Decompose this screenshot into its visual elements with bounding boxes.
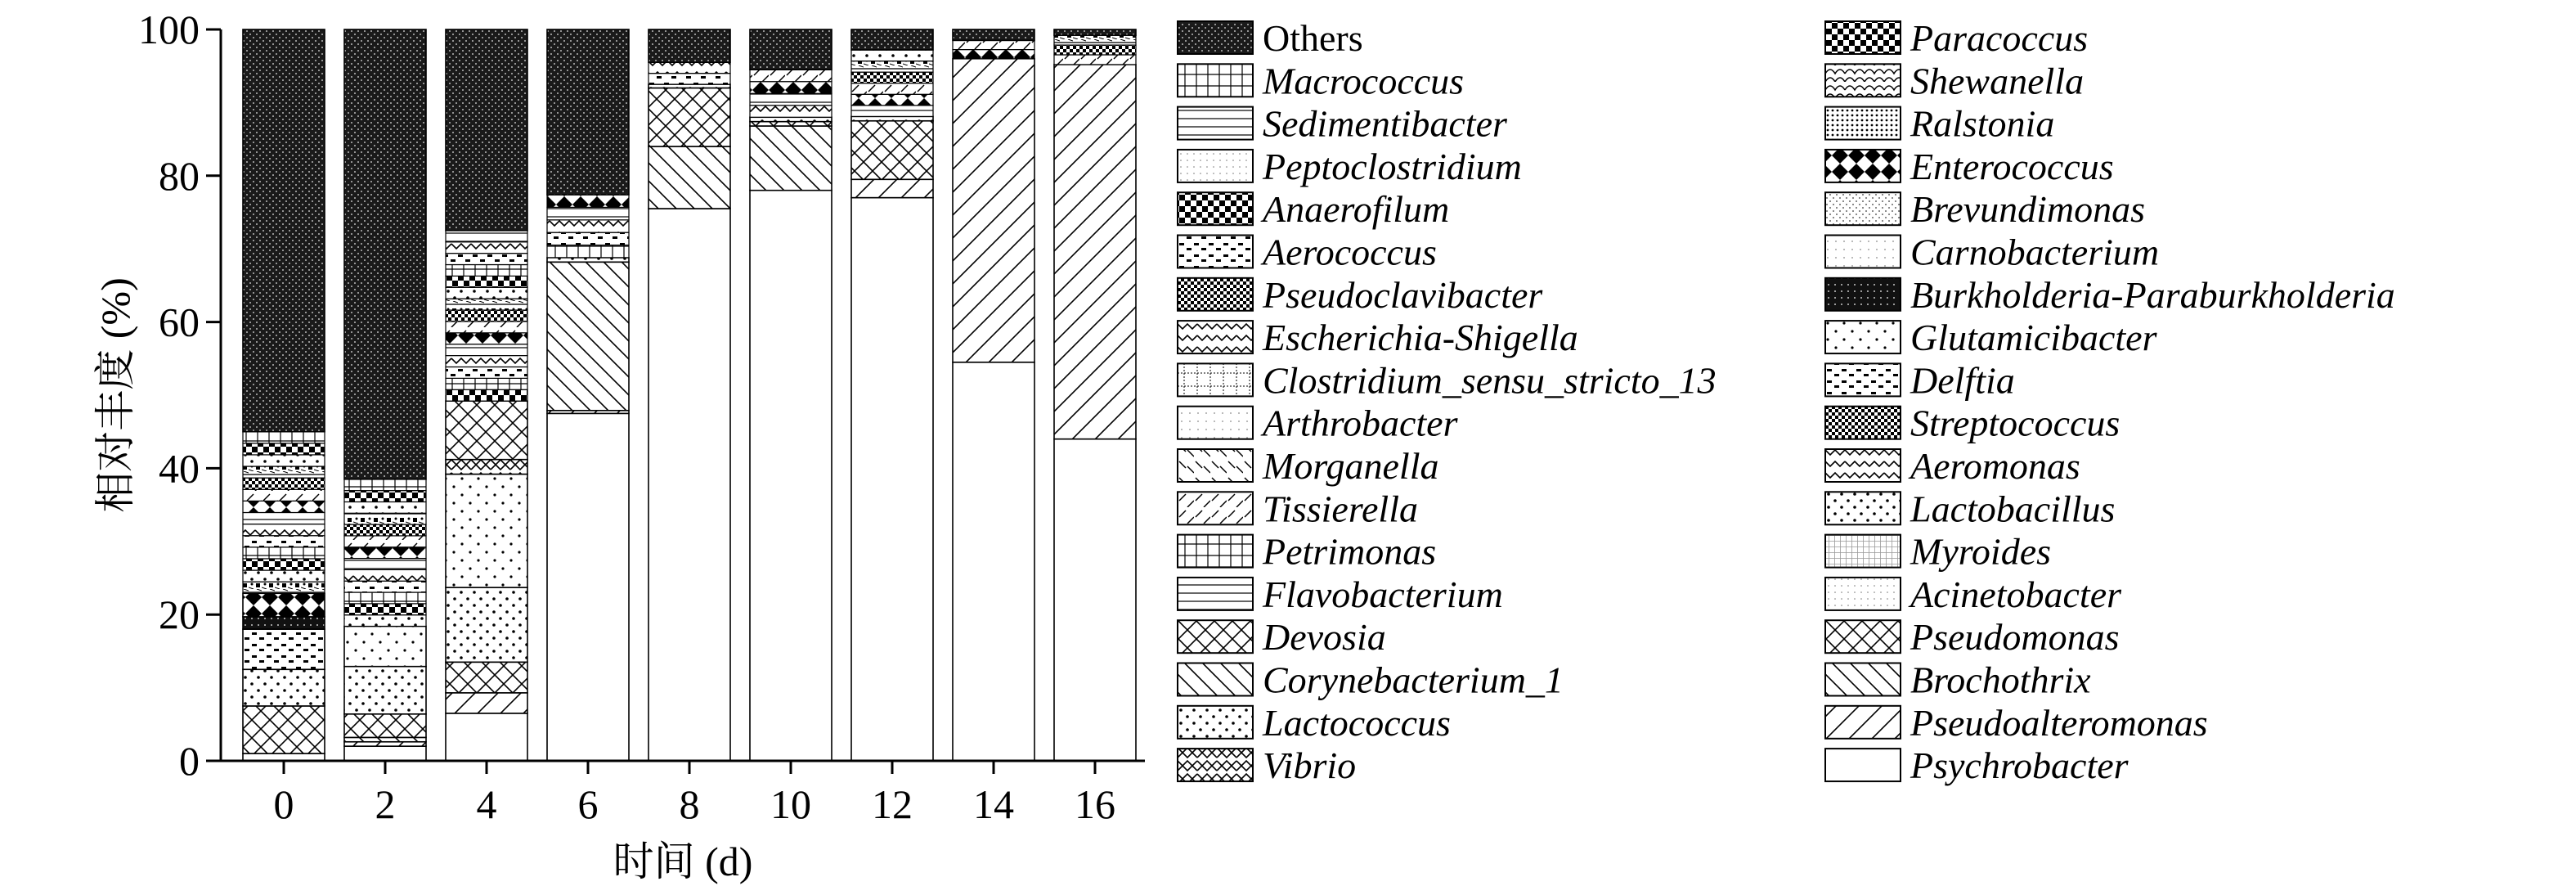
legend-swatch (1825, 363, 1901, 396)
bar-segment-others-day-2 (344, 29, 426, 479)
legend-item-brochothrix (1825, 659, 2091, 701)
bar-segment-pseudoalteromonas-day-14 (953, 59, 1034, 362)
bar-segment-glutamicibacter-day-4 (446, 474, 527, 588)
bar-segment-minor-taxa-day-16 (1054, 35, 1136, 65)
legend-swatch (1825, 492, 1901, 524)
legend-label: Aeromonas (1910, 445, 2080, 487)
y-tick-label: 100 (138, 7, 200, 52)
bar-segment-others-day-16 (1054, 29, 1136, 35)
bar-segment-minor-taxa-day-10 (750, 70, 832, 117)
legend-item-carnobacterium (1825, 232, 2159, 273)
legend-item-enterococcus (1825, 146, 2114, 187)
legend-label: Paracoccus (1910, 17, 2089, 59)
legend-item-brevundimonas (1825, 188, 2145, 230)
legend-item-pseudomonas (1825, 616, 2120, 658)
legend-item-others (1178, 17, 1363, 59)
legend-swatch (1825, 407, 1901, 439)
bar-segment-pseudomonas-day-10 (750, 122, 832, 126)
legend-swatch (1825, 663, 1901, 696)
legend-item-myroides (1825, 531, 2051, 573)
bar-segment-pseudoalteromonas-day-4 (446, 693, 527, 713)
bar-segment-others-day-8 (648, 29, 730, 62)
bar-segment-brochothrix-day-8 (648, 146, 730, 209)
bar-segment-minor-taxa-day-4 (446, 231, 527, 401)
bar-segment-minor-taxa-day-8 (648, 62, 730, 84)
legend-label: Flavobacterium (1263, 573, 1503, 615)
legend-swatch (1825, 578, 1901, 610)
bar-segment-brochothrix-day-2 (344, 737, 426, 741)
legend-item-petrimonas (1178, 531, 1436, 573)
bar-segment-pseudomonas-day-2 (344, 714, 426, 738)
legend-label: Morganella (1263, 445, 1439, 487)
legend-label: Anaerofilum (1263, 188, 1450, 231)
y-tick-label: 20 (159, 591, 200, 638)
legend-label: Others (1263, 17, 1363, 59)
legend-swatch (1825, 21, 1901, 54)
bar-segment-psychrobacter-day-10 (750, 191, 832, 761)
legend-item-aeromonas (1825, 445, 2080, 487)
legend-label: Ralstonia (1910, 102, 2055, 145)
legend-label: Peptoclostridium (1263, 145, 1522, 187)
legend-swatch (1825, 236, 1901, 268)
legend-swatch (1825, 64, 1901, 97)
legend-label: Pseudomonas (1910, 616, 2120, 659)
bars-layer (243, 29, 1136, 761)
bar-segment-vibrio-day-4 (446, 460, 527, 474)
bar-segment-psychrobacter-day-4 (446, 713, 527, 761)
bar-segment-psychrobacter-day-16 (1054, 439, 1136, 761)
bar-day-4 (446, 29, 527, 761)
legend-item-ralstonia (1825, 103, 2054, 145)
bar-segment-enterococcus-day-0 (243, 593, 325, 617)
bar-segment-lactobacillus-day-12 (851, 116, 933, 120)
legend-item-pseudoclavibacter (1178, 274, 1543, 316)
legend-swatch (1825, 449, 1901, 482)
legend-item-arthrobacter (1178, 403, 1459, 444)
legend-swatch (1178, 407, 1253, 439)
bar-segment-psychrobacter-day-6 (547, 413, 629, 761)
bar-segment-minor-taxa-day-2 (344, 479, 426, 627)
bar-segment-lactobacillus-day-6 (547, 258, 629, 262)
legend-item-flavobacterium (1178, 573, 1503, 615)
bar-day-8 (648, 29, 730, 761)
legend-item-acinetobacter (1825, 573, 2122, 615)
x-tick-label: 12 (872, 781, 913, 827)
bar-segment-pseudomonas-day-4 (446, 662, 527, 693)
legend-label: Arthrobacter (1263, 402, 1458, 444)
bar-segment-lactobacillus-day-0 (243, 669, 325, 706)
legend-swatch (1178, 363, 1253, 396)
legend-swatch (1825, 150, 1901, 182)
bar-segment-pseudoalteromonas-day-2 (344, 742, 426, 746)
x-tick-label: 6 (577, 781, 599, 827)
legend-swatch (1178, 278, 1253, 311)
legend-swatch (1178, 620, 1253, 653)
legend-swatch (1178, 107, 1253, 140)
legend-label: Shewanella (1910, 60, 2085, 102)
bar-segment-pseudomonas-day-0 (243, 706, 325, 753)
legend-swatch (1178, 192, 1253, 225)
bar-segment-lactobacillus-day-8 (648, 84, 730, 88)
legend-swatch (1178, 21, 1253, 54)
legend-label: Macrococcus (1263, 60, 1465, 102)
x-tick-label: 4 (476, 781, 497, 827)
legend-item-streptococcus (1825, 403, 2120, 444)
bar-day-2 (344, 29, 426, 761)
bar-segment-psychrobacter-day-12 (851, 198, 933, 761)
legend-item-corynebacterium-1 (1178, 659, 1564, 701)
legend-label: Lactobacillus (1910, 488, 2116, 530)
bar-segment-minor-taxa-day-6 (547, 195, 629, 258)
legend-item-peptoclostridium (1178, 146, 1522, 187)
legend-swatch (1825, 749, 1901, 781)
bar-segment-brochothrix-day-10 (750, 126, 832, 191)
bar-day-0 (243, 29, 325, 761)
legend (1178, 17, 2395, 786)
legend-swatch (1825, 107, 1901, 140)
bar-segment-lactobacillus-day-2 (344, 667, 426, 714)
legend-label: Myroides (1910, 530, 2052, 573)
x-tick-label: 16 (1075, 781, 1115, 827)
bar-segment-lactobacillus-day-4 (446, 587, 527, 662)
legend-label: Psychrobacter (1910, 744, 2129, 787)
bar-day-14 (953, 29, 1034, 761)
legend-label: Brochothrix (1910, 659, 2091, 701)
bar-segment-others-day-0 (243, 29, 325, 432)
x-tick-label: 2 (375, 781, 396, 827)
x-tick-label: 10 (770, 781, 811, 827)
legend-swatch (1825, 620, 1901, 653)
legend-swatch (1825, 706, 1901, 739)
bar-segment-others-day-12 (851, 29, 933, 50)
legend-label: Escherichia-Shigella (1263, 317, 1578, 359)
bar-segment-burkholderia-paraburkholderia-day-0 (243, 617, 325, 629)
legend-item-burkholderia-paraburkholderia (1825, 274, 2395, 316)
legend-item-macrococcus (1178, 60, 1464, 101)
legend-label: Tissierella (1263, 488, 1418, 530)
legend-label: Pseudoclavibacter (1263, 273, 1543, 316)
legend-label: Burkholderia-Paraburkholderia (1910, 273, 2395, 316)
legend-label: Petrimonas (1263, 530, 1437, 573)
y-tick-label: 60 (159, 299, 200, 345)
bar-segment-others-day-10 (750, 29, 832, 70)
legend-item-aerococcus (1178, 232, 1437, 273)
legend-item-sedimentibacter (1178, 103, 1508, 145)
bar-segment-minor-taxa-day-14 (953, 40, 1034, 58)
legend-label: Devosia (1263, 616, 1386, 659)
bar-segment-lactobacillus-day-10 (750, 117, 832, 121)
legend-item-glutamicibacter (1825, 317, 2158, 358)
y-tick-label: 80 (159, 152, 200, 199)
legend-swatch (1178, 706, 1253, 739)
legend-swatch (1178, 64, 1253, 97)
legend-swatch (1178, 449, 1253, 482)
legend-label: Streptococcus (1910, 402, 2120, 444)
legend-label: Clostridium_sensu_stricto_13 (1263, 359, 1717, 402)
bar-segment-pseudomonas-day-8 (648, 88, 730, 147)
y-axis-title: 相对丰度 (%) (92, 277, 138, 513)
y-tick-label: 40 (159, 445, 200, 492)
x-tick-label: 14 (973, 781, 1014, 827)
y-tick-label: 0 (179, 738, 200, 784)
legend-swatch (1825, 321, 1901, 353)
bar-segment-delftia-day-0 (243, 629, 325, 669)
legend-label: Acinetobacter (1910, 573, 2122, 615)
bar-segment-psychrobacter-day-14 (953, 362, 1034, 761)
bar-segment-others-day-4 (446, 29, 527, 231)
legend-swatch (1178, 663, 1253, 696)
x-tick-label: 0 (273, 781, 294, 827)
legend-swatch (1178, 578, 1253, 610)
legend-item-devosia (1178, 616, 1386, 658)
bar-segment-pseudoalteromonas-day-16 (1054, 65, 1136, 439)
bar-segment-others-day-6 (547, 29, 629, 195)
bar-segment-devosia-day-4 (446, 401, 527, 460)
legend-swatch (1825, 278, 1901, 311)
legend-item-anaerofilum (1178, 188, 1449, 230)
bar-day-6 (547, 29, 629, 761)
legend-swatch (1178, 236, 1253, 268)
legend-swatch (1178, 321, 1253, 353)
legend-swatch (1825, 192, 1901, 225)
legend-label: Lactococcus (1263, 701, 1451, 744)
legend-item-paracoccus (1825, 17, 2088, 59)
legend-item-lactobacillus (1825, 488, 2115, 529)
legend-item-lactococcus (1178, 702, 1451, 744)
legend-item-psychrobacter (1825, 744, 2129, 786)
legend-swatch (1178, 749, 1253, 781)
legend-label: Glutamicibacter (1910, 317, 2157, 359)
bar-segment-psychrobacter-day-2 (344, 746, 426, 761)
legend-item-morganella (1178, 445, 1439, 487)
legend-item-escherichia-shigella (1178, 317, 1578, 358)
bar-segment-minor-taxa-day-12 (851, 50, 933, 116)
legend-label: Aerococcus (1263, 231, 1437, 273)
legend-item-tissierella (1178, 488, 1418, 529)
bar-segment-glutamicibacter-day-2 (344, 627, 426, 667)
legend-item-clostridium-sensu-stricto-13 (1178, 359, 1717, 401)
legend-label: Carnobacterium (1910, 231, 2160, 273)
bar-segment-brochothrix-day-6 (547, 262, 629, 410)
legend-swatch (1178, 535, 1253, 568)
legend-item-vibrio (1178, 744, 1356, 786)
legend-item-delftia (1825, 359, 2015, 401)
legend-item-shewanella (1825, 60, 2084, 101)
legend-label: Enterococcus (1910, 145, 2114, 187)
legend-label: Vibrio (1263, 744, 1357, 787)
bar-segment-pseudomonas-day-12 (851, 121, 933, 180)
legend-swatch (1178, 150, 1253, 182)
legend-item-pseudoalteromonas (1825, 702, 2208, 744)
x-tick-label: 8 (679, 781, 700, 827)
bar-segment-others-day-14 (953, 29, 1034, 40)
legend-label: Corynebacterium_1 (1263, 659, 1564, 701)
bar-segment-minor-taxa-day-0 (243, 432, 325, 594)
bar-segment-psychrobacter-day-8 (648, 209, 730, 761)
bar-day-16 (1054, 29, 1136, 761)
legend-label: Sedimentibacter (1263, 102, 1507, 145)
legend-swatch (1178, 492, 1253, 524)
bar-day-12 (851, 29, 933, 761)
legend-swatch (1825, 535, 1901, 568)
legend-label: Pseudoalteromonas (1910, 701, 2208, 744)
legend-label: Brevundimonas (1910, 188, 2146, 231)
bar-day-10 (750, 29, 832, 761)
legend-label: Delftia (1910, 359, 2015, 402)
bar-segment-pseudoalteromonas-day-12 (851, 179, 933, 197)
x-axis-title: 时间 (d) (613, 839, 753, 884)
